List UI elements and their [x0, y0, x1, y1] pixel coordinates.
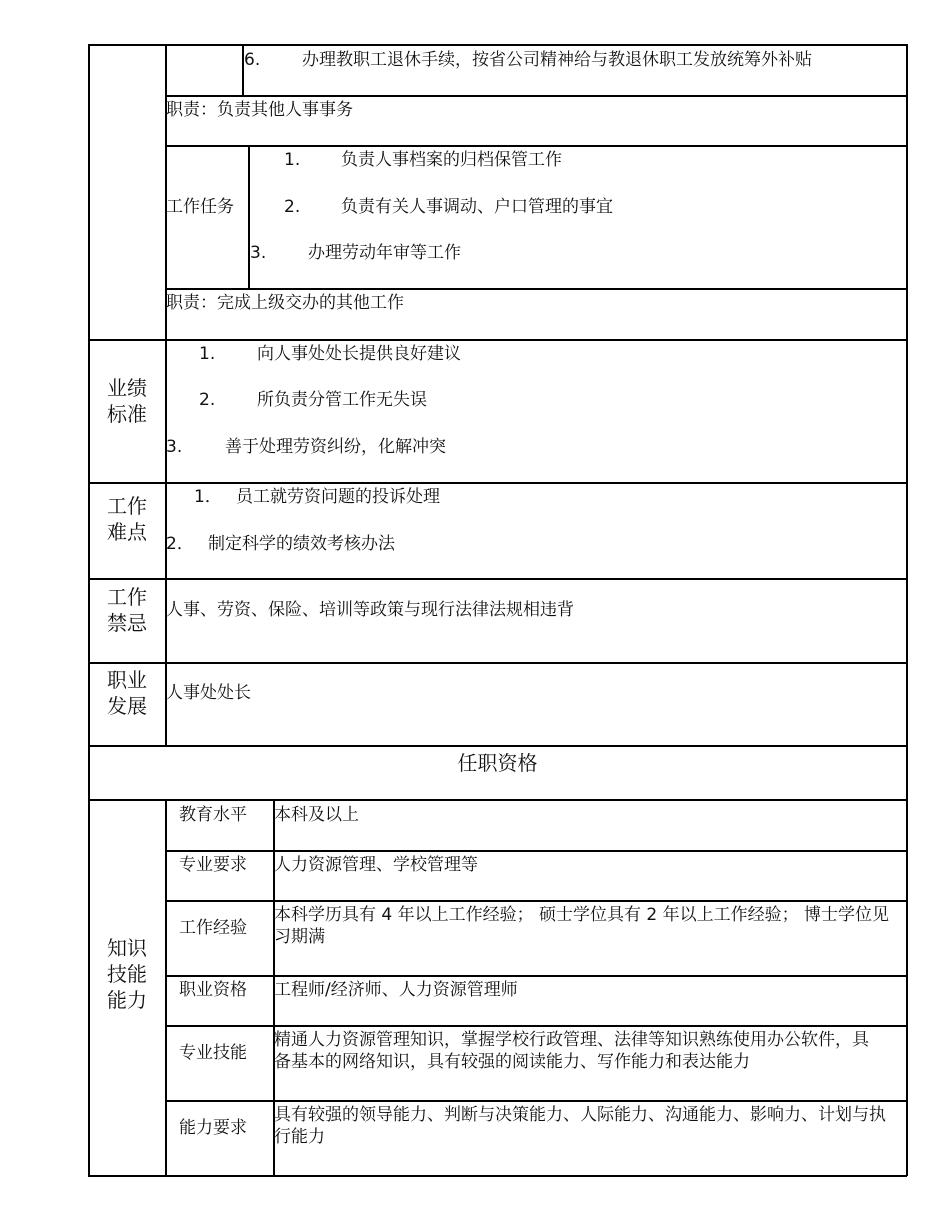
qualification-row-value: 工程师/经济师、人力资源管理师 — [274, 980, 518, 1000]
taboo-label: 工作 禁忌 — [107, 585, 147, 635]
task6-text: 办理教职工退休手续，按省公司精神给与教退休职工发放统筹外补贴 — [302, 50, 812, 70]
difficulty-text: 制定科学的绩效考核办法 — [208, 534, 395, 554]
difficulty-number: 1． — [194, 487, 222, 507]
task-text: 负责人事档案的归档保管工作 — [341, 150, 562, 170]
performance-text: 善于处理劳资纠纷，化解冲突 — [225, 437, 446, 457]
qualification-row-label: 教育水平 — [179, 805, 247, 825]
task-number: 3. — [250, 243, 267, 263]
qualification-row-label: 专业技能 — [179, 1043, 247, 1063]
difficulty-text: 员工就劳资问题的投诉处理 — [236, 487, 440, 507]
performance-text: 向人事处处长提供良好建议 — [257, 344, 461, 364]
qualification-row-value: 本科学历具有 4 年以上工作经验； 硕士学位具有 2 年以上工作经验； 博士学位见习期满 — [274, 905, 890, 947]
taboo-text: 人事、劳资、保险、培训等政策与现行法律法规相违背 — [166, 600, 574, 620]
task-number: 2. — [284, 197, 301, 217]
performance-text: 所负责分管工作无失误 — [257, 390, 427, 410]
qualification-row-label: 工作经验 — [179, 918, 247, 938]
career-text: 人事处处长 — [166, 683, 251, 703]
performance-label: 业绩 标准 — [107, 376, 147, 426]
duty-other-affairs: 职责：负责其他人事事务 — [166, 100, 353, 120]
qualification-row-value: 精通人力资源管理知识，掌握学校行政管理、法律等知识熟练使用办公软件，具备基本的网络知识，具有较强的阅读能力、写作能力和表达能力 — [274, 1030, 869, 1072]
performance-number: 1. — [199, 344, 216, 364]
performance-number: 3. — [166, 437, 183, 457]
duty-misc: 职责：完成上级交办的其他工作 — [166, 293, 404, 313]
qualification-row-label: 能力要求 — [179, 1118, 247, 1138]
task-label: 工作任务 — [166, 197, 234, 217]
qualification-row-value: 具有较强的领导能力、判断与决策能力、人际能力、沟通能力、影响力、计划与执行能力 — [274, 1105, 886, 1147]
qualification-row-value: 本科及以上 — [274, 805, 359, 825]
task-number: 1. — [284, 150, 301, 170]
qualification-row-label: 专业要求 — [179, 855, 247, 875]
difficulty-label: 工作 难点 — [107, 494, 147, 544]
qualification-row-value: 人力资源管理、学校管理等 — [274, 855, 478, 875]
knowledge-skill-label: 知识 技能 能力 — [107, 936, 147, 1012]
task-text: 负责有关人事调动、户口管理的事宜 — [341, 197, 613, 217]
qualification-header: 任职资格 — [457, 751, 538, 775]
performance-number: 2. — [199, 390, 216, 410]
difficulty-number: 2． — [166, 534, 194, 554]
task-text: 办理劳动年审等工作 — [308, 243, 461, 263]
task6-number: 6. — [244, 50, 261, 70]
qualification-row-label: 职业资格 — [179, 980, 247, 1000]
career-label: 职业 发展 — [107, 668, 147, 718]
